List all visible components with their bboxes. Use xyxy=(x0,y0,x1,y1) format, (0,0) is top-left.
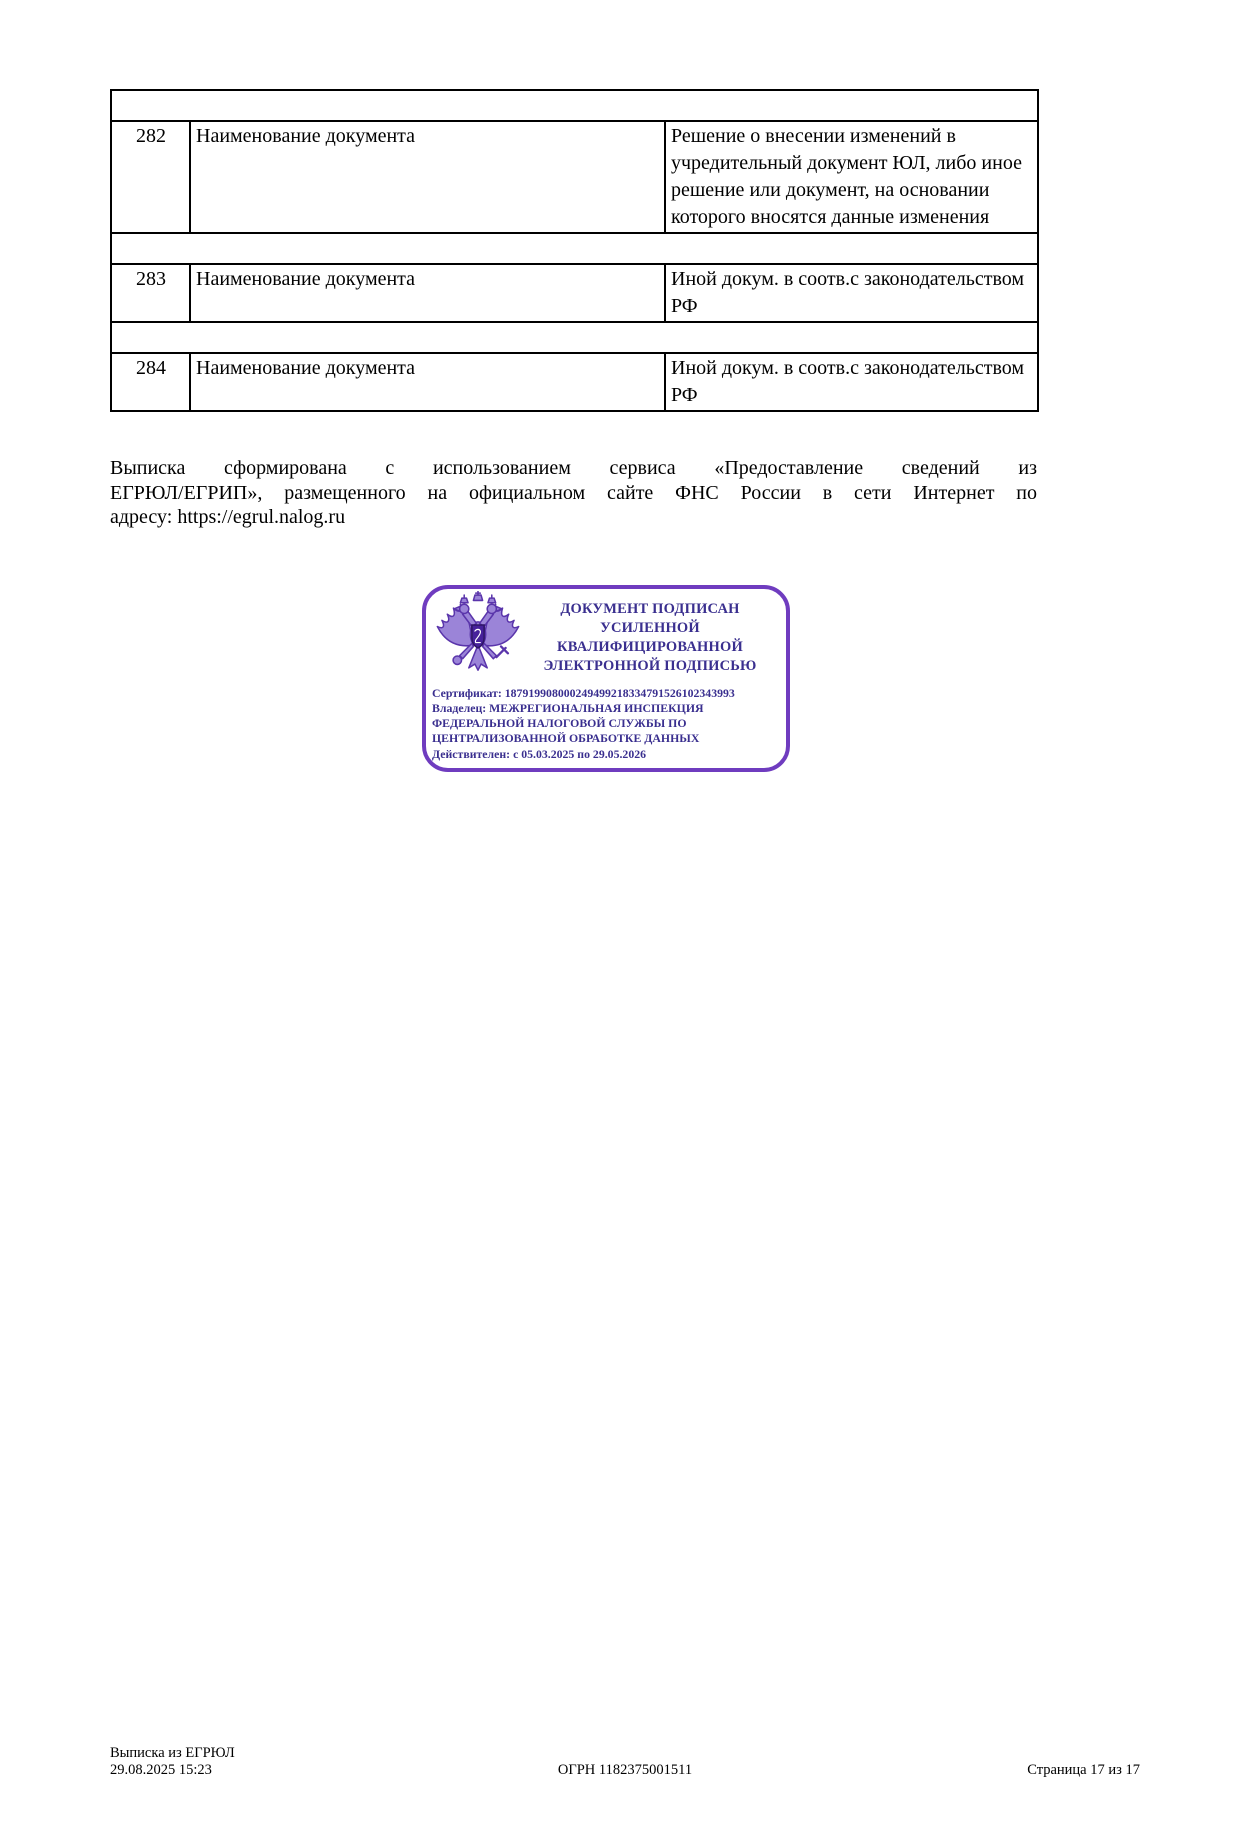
row-value: Иной докум. в соотв.с законодательством РФ xyxy=(665,264,1038,322)
service-note-line: адресу: https://egrul.nalog.ru xyxy=(110,506,346,529)
certificate-value: 187919908000249499218334791526102343993 xyxy=(504,685,735,700)
table-spacer-row xyxy=(111,90,1038,121)
table-row xyxy=(111,121,1038,233)
table-spacer-cell xyxy=(111,322,1038,353)
row-label: Наименование документа xyxy=(190,353,665,411)
table-spacer-row xyxy=(111,322,1038,353)
row-label: Наименование документа xyxy=(190,264,665,322)
table-spacer-row xyxy=(111,233,1038,264)
row-value: Иной докум. в соотв.с законодательством РФ xyxy=(665,353,1038,411)
footer-left xyxy=(110,1745,453,1779)
table-spacer-cell xyxy=(111,233,1038,264)
owner-line xyxy=(432,701,776,747)
stamp-title xyxy=(524,600,776,676)
document-page xyxy=(0,89,1240,1844)
row-label: Наименование документа xyxy=(190,121,665,233)
stamp-header xyxy=(432,591,776,685)
page-footer xyxy=(110,1745,1140,1779)
validity-label: Действителен: xyxy=(432,746,511,761)
owner-label: Владелец: xyxy=(432,700,487,715)
footer-datetime: 29.08.2025 15:23 xyxy=(110,1762,212,1778)
table-row xyxy=(111,264,1038,322)
stamp-title-line: ЭЛЕКТРОННОЙ ПОДПИСЬЮ xyxy=(543,657,757,674)
footer-page-number: Страница 17 из 17 xyxy=(1027,1762,1140,1778)
stamp-title-line: УСИЛЕННОЙ КВАЛИФИЦИРОВАННОЙ xyxy=(557,619,743,655)
electronic-signature-stamp xyxy=(422,585,790,772)
document-table xyxy=(110,89,1039,412)
service-note xyxy=(110,456,1037,530)
validity-value: с 05.03.2025 по 29.05.2026 xyxy=(513,746,647,761)
table-spacer-cell xyxy=(111,90,1038,121)
row-value: Решение о внесении изменений в учредительный документ ЮЛ, либо иное решение или документ, на основании которого вносятся данные изменения xyxy=(665,121,1038,233)
service-note-line: ЕГРЮЛ/ЕГРИП», размещенного на официальном сайте ФНС России в сети Интернет по xyxy=(110,481,1037,504)
footer-ogrn: ОГРН 1182375001511 xyxy=(557,1762,693,1778)
validity-line xyxy=(432,747,776,762)
russian-coat-of-arms-icon xyxy=(432,591,524,685)
certificate-line xyxy=(432,686,776,701)
table-row xyxy=(111,353,1038,411)
owner-value: МЕЖРЕГИОНАЛЬНАЯ ИНСПЕКЦИЯ ФЕДЕРАЛЬНОЙ НАЛОГОВОЙ СЛУЖБЫ ПО ЦЕНТРАЛИЗОВАННОЙ ОБРАБОТКЕ ДАННЫХ xyxy=(432,700,704,746)
footer-doc-name: Выписка из ЕГРЮЛ xyxy=(110,1745,235,1761)
service-note-line: Выписка сформирована с использованием сервиса «Предоставление сведений из xyxy=(110,457,1037,479)
row-number: 284 xyxy=(111,353,190,411)
stamp-certificate-block xyxy=(432,686,776,762)
stamp-title-line: ДОКУМЕНТ ПОДПИСАН xyxy=(560,600,740,617)
row-number: 282 xyxy=(111,121,190,233)
certificate-label: Сертификат: xyxy=(432,685,502,700)
row-number: 283 xyxy=(111,264,190,322)
